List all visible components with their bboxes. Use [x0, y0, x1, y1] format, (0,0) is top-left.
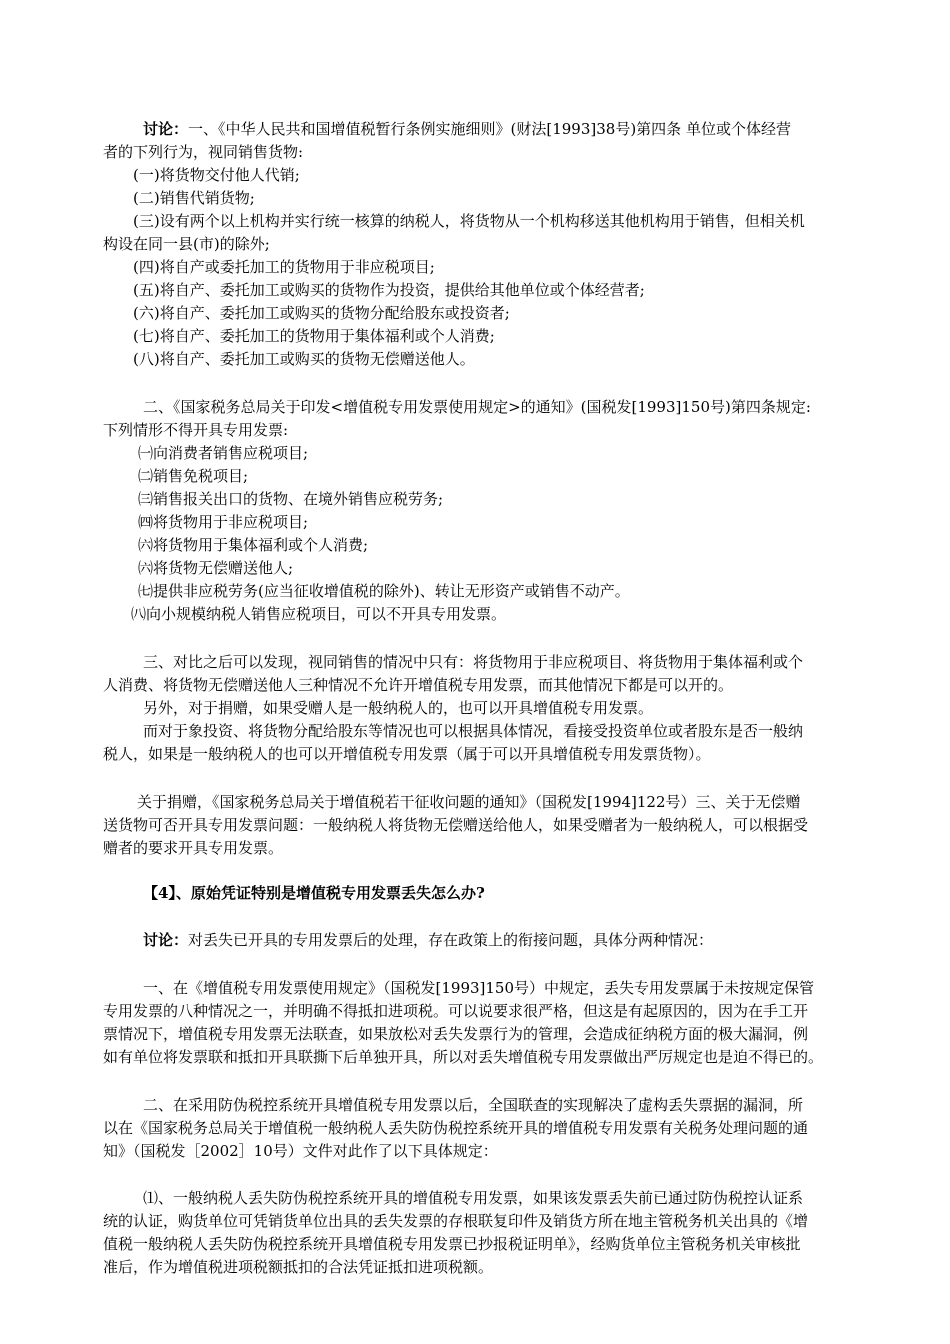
paragraph-line: 讨论：对丢失已开具的专用发票后的处理，存在政策上的衔接问题，具体分两种情况：	[143, 931, 714, 949]
paragraph-line: 另外，对于捐赠，如果受赠人是一般纳税人的，也可以开具增值税专用发票。	[143, 699, 654, 717]
list-item: (三)设有两个以上机构并实行统一核算的纳税人，将货物从一个机构移送其他机构用于销售，但相关机	[133, 212, 805, 230]
list-item: ㈥将货物用于集体福利或个人消费;	[138, 536, 369, 554]
paragraph-line: 知》（国税发［2002］10号）文件对此作了以下具体规定：	[103, 1142, 498, 1160]
paragraph-line: ⑴、一般纳税人丢失防伪税控系统开具的增值税专用发票，如果该发票丢失前已通过防伪税控认证系	[143, 1189, 804, 1207]
paragraph-line: 统的认证，购货单位可凭销货单位出具的丢失发票的存根联复印件及销货方所在地主管税务机关出具的《增	[103, 1212, 809, 1230]
list-item: (六)将自产、委托加工或购买的货物分配给股东或投资者;	[133, 304, 510, 322]
paragraph-line: 人消费、将货物无偿赠送他人三种情况不允许开增值税专用发票，而其他情况下都是可以开的。	[103, 676, 734, 694]
list-item: ㈦提供非应税劳务(应当征收增值税的除外)、转让无形资产或销售不动产。	[138, 582, 630, 600]
paragraph-line: 专用发票的八种情况之一，并明确不得抵扣进项税。可以说要求很严格，但这是有起原因的，因为在手工开	[103, 1002, 809, 1020]
paragraph-line: 下列情形不得开具专用发票:	[103, 421, 289, 439]
list-item: ㈥将货物无偿赠送他人;	[138, 559, 294, 577]
list-item: ㈢销售报关出口的货物、在境外销售应税劳务;	[138, 490, 444, 508]
list-item: (七)将自产、委托加工的货物用于集体福利或个人消费;	[133, 327, 495, 345]
paragraph-line: 讨论：一、《中华人民共和国增值税暂行条例实施细则》(财法[1993]38号)第四条 单位或个体经营	[143, 120, 791, 138]
paragraph-line: 一、在《增值税专用发票使用规定》（国税发[1993]150号）中规定，丢失专用发票属于未按规定保管	[143, 979, 815, 997]
paragraph-line: 二、在采用防伪税控系统开具增值税专用发票以后，全国联查的实现解决了虚构丢失票据的漏洞，所	[143, 1096, 804, 1114]
paragraph-line: 关于捐赠，《国家税务总局关于增值税若干征收问题的通知》（国税发[1994]122号）三、关于无偿赠	[137, 793, 801, 811]
paragraph-line: 赠者的要求开具专用发票。	[103, 839, 284, 857]
list-item: (五)将自产、委托加工或购买的货物作为投资，提供给其他单位或个体经营者;	[133, 281, 645, 299]
paragraph-line: 准后，作为增值税进项税额抵扣的合法凭证抵扣进项税额。	[103, 1258, 494, 1276]
paragraph-line: 以在《国家税务总局关于增值税一般纳税人丢失防伪税控系统开具的增值税专用发票有关税务处理问题的通	[103, 1119, 809, 1137]
section-heading: 【4】、原始凭证特别是增值税专用发票丢失怎么办?	[143, 884, 485, 902]
list-item: ㈧向小规模纳税人销售应税项目，可以不开具专用发票。	[131, 605, 507, 623]
paragraph-line: 二、《国家税务总局关于印发<增值税专用发票使用规定>的通知》(国税发[1993]150号)第四条规定:	[143, 398, 811, 416]
paragraph-line: 送货物可否开具专用发票问题：一般纳税人将货物无偿赠送给他人，如果受赠者为一般纳税人，可以根据受	[103, 816, 809, 834]
list-item: ㈠向消费者销售应税项目;	[138, 444, 309, 462]
discussion-label: 讨论：	[143, 931, 189, 949]
paragraph-line: 者的下列行为，视同销售货物:	[103, 143, 304, 161]
paragraph-line: 税人，如果是一般纳税人的也可以开增值税专用发票（属于可以开具增值税专用发票货物）。	[103, 745, 711, 763]
list-item: ㈣将货物用于非应税项目;	[138, 513, 309, 531]
paragraph-line: 三、对比之后可以发现，视同销售的情况中只有：将货物用于非应税项目、将货物用于集体福利或个	[143, 653, 804, 671]
discussion-label: 讨论：	[143, 120, 189, 138]
list-item: (八)将自产、委托加工或购买的货物无偿赠送他人。	[133, 350, 475, 368]
paragraph-line: 如有单位将发票联和抵扣开具联撕下后单独开具，所以对丢失增值税专用发票做出严厉规定也是迫不得已的。	[103, 1048, 824, 1066]
paragraph-line: 而对于象投资、将货物分配给股东等情况也可以根据具体情况，看接受投资单位或者股东是否一般纳	[143, 722, 804, 740]
list-item: (二)销售代销货物;	[133, 189, 255, 207]
list-item: (一)将货物交付他人代销;	[133, 166, 300, 184]
list-item: 构设在同一县(市)的除外;	[103, 235, 270, 253]
list-item: (四)将自产或委托加工的货物用于非应税项目;	[133, 258, 435, 276]
list-item: ㈡销售免税项目;	[138, 467, 249, 485]
paragraph-line: 票情况下，增值税专用发票无法联查，如果放松对丢失发票行为的管理，会造成征纳税方面的极大漏洞，例	[103, 1025, 809, 1043]
paragraph-line: 值税一般纳税人丢失防伪税控系统开具增值税专用发票已抄报税证明单》，经购货单位主管税务机关审核批	[103, 1235, 801, 1253]
